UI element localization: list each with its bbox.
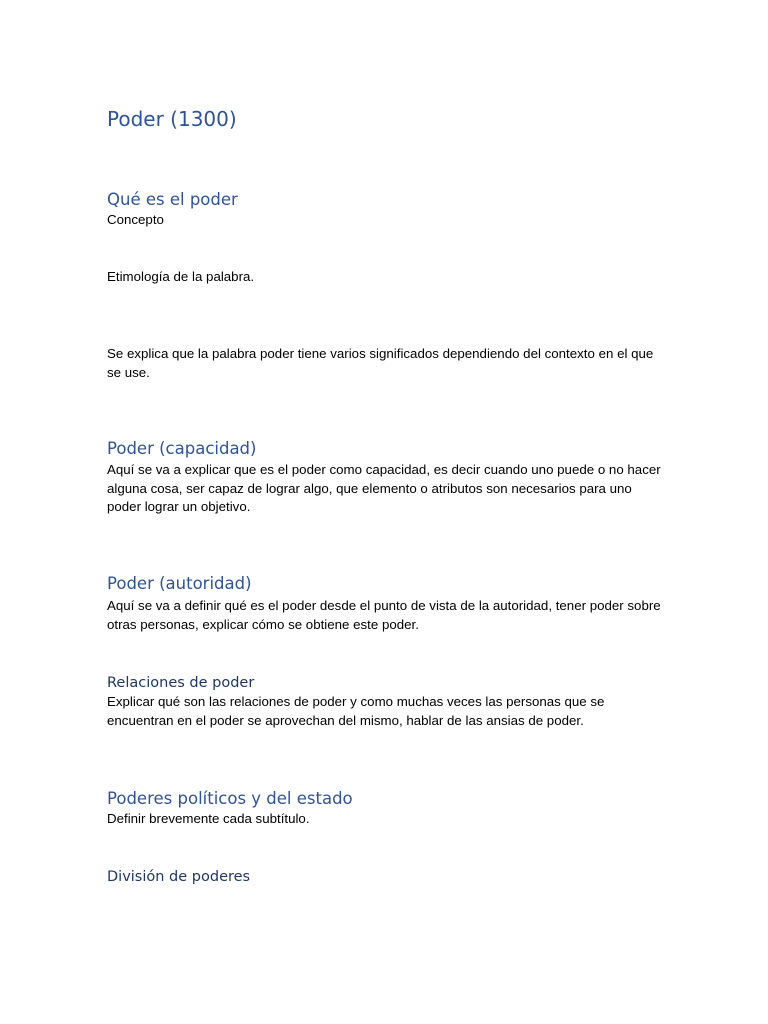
heading-poder-capacidad: Poder (capacidad) bbox=[107, 439, 257, 458]
paragraph-relaciones-de-poder: Explicar qué son las relaciones de poder y como muchas veces las personas que se encuentran en el poder se aprovechan del mismo, hablar de las ansias de poder. bbox=[107, 694, 605, 728]
paragraph-concepto: Concepto bbox=[107, 212, 164, 227]
heading-poder-autoridad: Poder (autoridad) bbox=[107, 574, 252, 593]
paragraph-poderes-politicos: Definir brevemente cada subtítulo. bbox=[107, 811, 310, 826]
heading-relaciones-de-poder: Relaciones de poder bbox=[107, 675, 255, 691]
paragraph-etimologia: Etimología de la palabra. bbox=[107, 269, 255, 284]
paragraph-poder-autoridad: Aquí se va a definir qué es el poder desde el punto de vista de la autoridad, tener poder sobre otras personas, explicar cómo se obtiene este poder. bbox=[107, 598, 661, 632]
paragraph-significados: Se explica que la palabra poder tiene varios significados dependiendo del contexto en el que se use. bbox=[107, 346, 654, 380]
heading-division-de-poderes: División de poderes bbox=[107, 869, 251, 885]
heading-poderes-politicos: Poderes políticos y del estado bbox=[107, 789, 353, 808]
page-title: Poder (1300) bbox=[107, 107, 237, 131]
paragraph-poder-capacidad: Aquí se va a explicar que es el poder como capacidad, es decir cuando uno puede o no hacer alguna cosa, ser capaz de lograr algo, que elemento o atributos son necesarios para uno poder lograr un objetivo. bbox=[107, 462, 661, 514]
heading-que-es-el-poder: Qué es el poder bbox=[107, 190, 238, 209]
